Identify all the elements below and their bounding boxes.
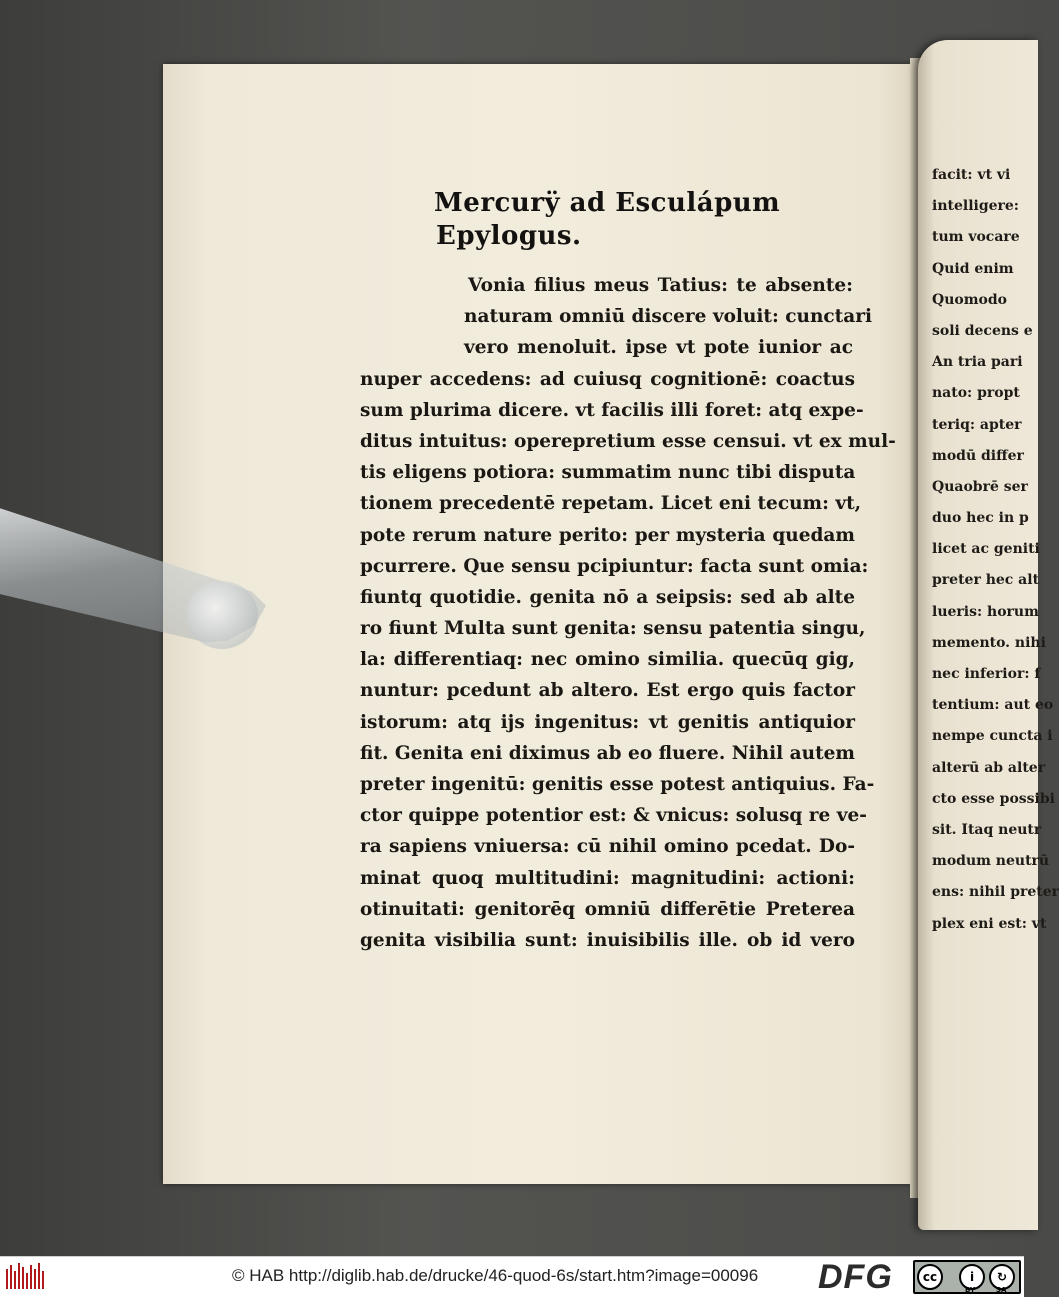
text-line: istorum: atq ijs ingenitus: vt genitis antiquior	[360, 711, 855, 733]
neighbour-text-line: tentium: aut eo	[932, 697, 1054, 714]
neighbour-text-line: preter hec alt	[932, 572, 1040, 589]
neighbour-text-line: Quid enim	[932, 260, 1014, 277]
neighbour-text-line: ens: nihil preter	[932, 884, 1059, 901]
share-alike-icon: ↻	[989, 1264, 1015, 1290]
body-text	[360, 270, 896, 956]
attribution-icon: i	[959, 1264, 985, 1290]
page-weight-tip	[186, 581, 258, 649]
text-line: pcurrere. Que sensu pcipiuntur: facta sunt omia:	[360, 555, 869, 577]
text-line: ctor quippe potentior est: & vnicus: solusq re ve-	[360, 805, 867, 827]
text-line: naturam omniū discere voluit: cunctari	[464, 306, 872, 328]
text-line: fiuntq quotidie. genita nō a seipsis: sed ab alte	[360, 586, 855, 608]
neighbour-text-line: modū differ	[932, 447, 1024, 464]
neighbour-text-line: intelligere:	[932, 198, 1019, 215]
page-heading-title: Mercurÿ ad Esculápum	[434, 188, 781, 218]
text-line: fit. Genita eni diximus ab eo fluere. Nihil autem	[360, 742, 855, 764]
footer-bar	[0, 1256, 1024, 1297]
neighbour-text-line: teriq: apter	[932, 416, 1022, 433]
neighbour-text-line: plex eni est: vt	[932, 915, 1047, 932]
source-link[interactable]: © HAB http://diglib.hab.de/drucke/46-quod-6s/start.htm?image=00096	[232, 1266, 759, 1285]
neighbour-page-text	[932, 160, 1059, 940]
neighbour-text-line: tum vocare	[932, 229, 1020, 246]
text-line: preter ingenitū: genitis esse potest antiquius. Fa-	[360, 774, 875, 795]
text-line: tionem precedentē repetam. Licet eni tecum: vt,	[360, 493, 862, 515]
sa-label: SA	[996, 1286, 1007, 1294]
text-line: ditus intuitus: operepretium esse censui. vt ex mul-	[360, 430, 896, 452]
neighbour-text-line: nec inferior: f	[932, 666, 1041, 682]
neighbour-text-line: nempe cuncta i	[932, 728, 1053, 745]
cc-icon: cc	[917, 1264, 943, 1290]
neighbour-text-line: soli decens e	[932, 322, 1033, 339]
hab-logo-icon	[4, 1261, 46, 1293]
by-label: BY	[965, 1286, 976, 1294]
dfg-logo: DFG	[818, 1258, 893, 1296]
neighbour-text-line: An tria pari	[932, 354, 1023, 371]
neighbour-text-line: facit: vt vi	[932, 167, 1011, 183]
neighbour-text-line: alterū ab alter	[932, 759, 1046, 776]
text-line: otinuitati: genitorēq omniū differētie Preterea	[360, 898, 855, 920]
neighbour-text-line: duo hec in p	[932, 510, 1029, 527]
text-line: Vonia filius meus Tatius: te absente:	[468, 275, 853, 296]
text-line: genita visibilia sunt: inuisibilis ille. ob id vero	[360, 929, 855, 951]
neighbour-text-line: licet ac geniti	[932, 541, 1040, 558]
text-line: nuper accedens: ad cuiusq cognitionē: coactus	[360, 368, 855, 390]
text-line: la: differentiaq: nec omino similia. quecūq gig,	[360, 649, 855, 671]
text-line: pote rerum nature perito: per mysteria quedam	[360, 524, 855, 546]
neighbour-text-line: Quaobrē ser	[932, 478, 1028, 495]
neighbour-text-line: Quomodo	[932, 291, 1007, 308]
neighbour-text-line: modum neutrū	[932, 853, 1050, 870]
page-heading-subtitle: Epylogus.	[436, 221, 582, 251]
text-line: minat quoq multitudini: magnitudini: actioni:	[360, 867, 855, 889]
neighbour-text-line: nato: propt	[932, 385, 1020, 402]
text-line: ra sapiens vniuersa: cū nihil omino pcedat. Do-	[360, 836, 855, 858]
text-line: vero menoluit. ipse vt pote iunior ac	[464, 337, 853, 359]
text-line: nuntur: pcedunt ab altero. Est ergo quis factor	[360, 680, 855, 702]
text-line: tis eligens potiora: summatim nunc tibi disputa	[360, 462, 856, 484]
neighbour-text-line: lueris: horum	[932, 603, 1039, 620]
text-line: ro fiunt Multa sunt genita: sensu patentia singu,	[360, 618, 866, 640]
neighbour-text-line: memento. nihi	[932, 634, 1046, 651]
neighbour-text-line: cto esse possibi	[932, 790, 1055, 807]
neighbour-text-line: sit. Itaq neutr	[932, 821, 1042, 838]
cc-license-badge[interactable]	[913, 1260, 1021, 1294]
text-line: sum plurima dicere. vt facilis illi foret: atq expe-	[360, 399, 864, 421]
